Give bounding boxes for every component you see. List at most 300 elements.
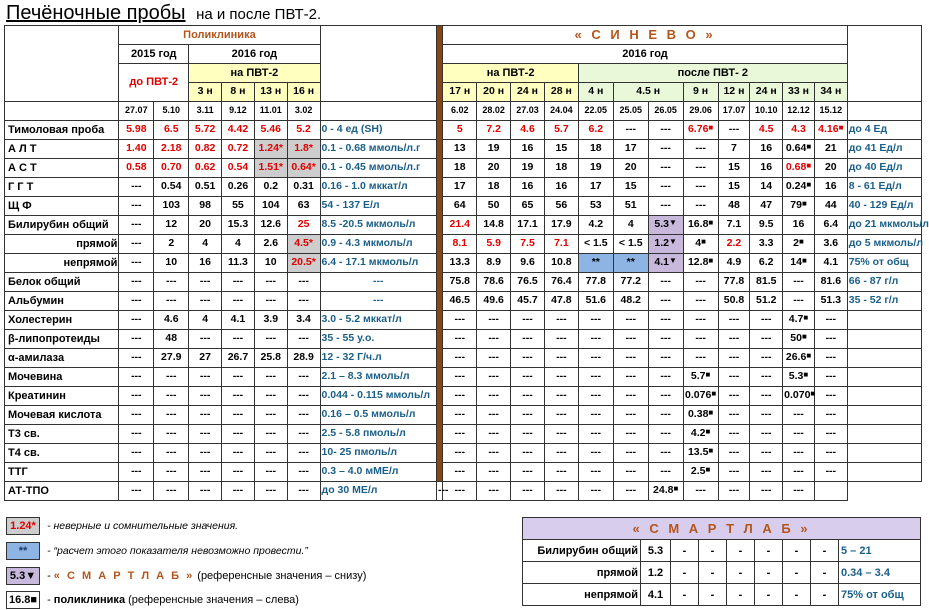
value-text: 15 bbox=[728, 161, 740, 174]
value-text: 4.1 bbox=[230, 313, 246, 326]
value-text: --- bbox=[793, 275, 804, 288]
value-text: 7.5 bbox=[520, 237, 535, 250]
value-text: 16 bbox=[760, 161, 773, 174]
value-text: 77.8 bbox=[585, 275, 607, 288]
value-cell bbox=[443, 406, 477, 425]
value-text: --- bbox=[695, 484, 706, 497]
smartlab-empty-cell: - bbox=[727, 562, 755, 584]
reference-range-2 bbox=[847, 349, 921, 368]
value-cell bbox=[154, 273, 189, 292]
value-text: 7.1 bbox=[726, 218, 742, 231]
value-text: --- bbox=[454, 313, 466, 326]
value-text: 76.5 bbox=[517, 275, 538, 288]
value-cell bbox=[648, 159, 683, 178]
value-cell bbox=[119, 273, 154, 292]
value-cell bbox=[254, 121, 287, 140]
value-text: --- bbox=[825, 370, 837, 383]
value-cell bbox=[718, 387, 750, 406]
row-name: Холестерин bbox=[5, 311, 119, 330]
value-text: 3.6 bbox=[823, 237, 839, 250]
value-cell bbox=[683, 159, 718, 178]
value-text: 18 bbox=[589, 142, 602, 155]
row-name: Белок общий bbox=[5, 273, 119, 292]
date-cell: 12.12 bbox=[783, 102, 815, 121]
value-text: 14.8 bbox=[483, 218, 504, 231]
value-cell bbox=[578, 178, 613, 197]
value-cell bbox=[154, 140, 189, 159]
value-text: 19 bbox=[521, 161, 534, 174]
value-text: --- bbox=[522, 484, 533, 497]
value-cell bbox=[222, 140, 255, 159]
value-cell bbox=[222, 311, 255, 330]
reference-range: 2.5 - 5.8 пмоль/л bbox=[320, 425, 436, 444]
value-text: 7 bbox=[731, 142, 737, 155]
value-cell bbox=[443, 254, 477, 273]
value-cell bbox=[222, 121, 255, 140]
value-cell bbox=[613, 292, 648, 311]
value-text: 2.6 bbox=[263, 237, 279, 250]
reference-range-2 bbox=[847, 311, 921, 330]
value-text: --- bbox=[695, 313, 706, 326]
value-text: 103 bbox=[162, 199, 181, 212]
value-cell bbox=[154, 254, 189, 273]
value-text: --- bbox=[625, 465, 636, 478]
value-text: --- bbox=[660, 199, 671, 212]
value-text: 4.2 bbox=[690, 427, 706, 440]
reference-range-2 bbox=[814, 482, 847, 501]
value-cell bbox=[544, 444, 578, 463]
reference-range: 0.1 - 0.45 ммоль/л.г bbox=[320, 159, 436, 178]
value-cell bbox=[154, 444, 189, 463]
value-cell bbox=[287, 273, 320, 292]
value-text: --- bbox=[232, 484, 244, 497]
value-cell bbox=[119, 368, 154, 387]
value-cell bbox=[648, 482, 683, 501]
table-row bbox=[5, 273, 922, 292]
value-text: --- bbox=[590, 313, 602, 326]
value-cell bbox=[718, 406, 750, 425]
value-cell bbox=[783, 273, 815, 292]
value-cell bbox=[783, 387, 815, 406]
value-text: --- bbox=[760, 313, 772, 326]
value-cell bbox=[287, 349, 320, 368]
week-cell: 24 н bbox=[750, 83, 783, 102]
value-text: 20 bbox=[824, 161, 837, 174]
value-cell bbox=[287, 292, 320, 311]
value-text: --- bbox=[166, 275, 177, 288]
value-text: --- bbox=[166, 427, 177, 440]
value-cell bbox=[443, 330, 477, 349]
value-text: 3.3 bbox=[758, 237, 774, 250]
value-text: 27.9 bbox=[161, 351, 182, 364]
legend-box-1: 1.24* bbox=[6, 517, 40, 535]
date-cell: 27.07 bbox=[119, 102, 154, 121]
value-text: --- bbox=[625, 123, 636, 136]
header-year-2016-sinevo: 2016 год bbox=[443, 45, 847, 64]
value-text: 9.5 bbox=[758, 218, 774, 231]
value-cell bbox=[544, 368, 578, 387]
value-text: 51.6 bbox=[585, 294, 607, 307]
legend-item-2 bbox=[6, 542, 308, 560]
value-cell bbox=[254, 178, 287, 197]
value-text: --- bbox=[728, 351, 740, 364]
value-cell bbox=[477, 216, 511, 235]
value-cell bbox=[783, 444, 815, 463]
value-cell bbox=[254, 444, 287, 463]
value-cell bbox=[683, 482, 718, 501]
value-text: --- bbox=[728, 370, 740, 383]
table-row bbox=[5, 178, 922, 197]
value-text: --- bbox=[199, 294, 211, 307]
value-cell bbox=[222, 254, 255, 273]
value-text: 4.9 bbox=[726, 256, 742, 269]
value-cell bbox=[750, 311, 783, 330]
value-text: 1.40 bbox=[126, 142, 147, 155]
value-text: 26.6 bbox=[785, 351, 807, 364]
smartlab-reference: 75% от общ bbox=[839, 584, 921, 606]
value-cell bbox=[544, 463, 578, 482]
value-cell bbox=[544, 406, 578, 425]
value-cell bbox=[443, 121, 477, 140]
value-cell bbox=[648, 463, 683, 482]
value-text: 77.2 bbox=[620, 275, 641, 288]
smartlab-empty-cell: - bbox=[699, 584, 727, 606]
value-cell bbox=[154, 235, 189, 254]
value-cell bbox=[683, 387, 718, 406]
page-title bbox=[6, 2, 321, 25]
value-text: --- bbox=[131, 389, 142, 402]
value-text: 11.3 bbox=[228, 256, 248, 269]
value-cell bbox=[750, 216, 783, 235]
value-text: --- bbox=[488, 465, 499, 478]
value-cell bbox=[578, 463, 613, 482]
value-text: --- bbox=[793, 446, 804, 459]
value-text: --- bbox=[298, 408, 309, 421]
value-text: 44 bbox=[824, 199, 837, 212]
polyclinic-marker: ■ bbox=[708, 256, 714, 266]
value-text: --- bbox=[265, 446, 276, 459]
value-text: --- bbox=[265, 332, 276, 345]
value-text: --- bbox=[298, 332, 309, 345]
value-cell bbox=[683, 444, 718, 463]
value-text: 12.8 bbox=[687, 256, 709, 269]
value-text: 12.6 bbox=[260, 218, 281, 231]
value-cell bbox=[814, 178, 847, 197]
value-cell bbox=[254, 254, 287, 273]
value-text: --- bbox=[166, 389, 177, 402]
value-text: 0.31 bbox=[293, 180, 314, 193]
polyclinic-marker: ■ bbox=[801, 256, 807, 266]
value-text: --- bbox=[488, 484, 499, 497]
polyclinic-marker: ■ bbox=[806, 161, 812, 171]
value-cell bbox=[578, 216, 613, 235]
week-cell: 24 н bbox=[511, 83, 545, 102]
value-text: --- bbox=[488, 370, 499, 383]
polyclinic-marker: ■ bbox=[803, 370, 809, 380]
value-text: 48.2 bbox=[620, 294, 641, 307]
date-cell: 15.12 bbox=[814, 102, 847, 121]
value-cell bbox=[222, 197, 255, 216]
value-text: 50 bbox=[790, 332, 802, 345]
value-cell bbox=[477, 444, 511, 463]
value-text: --- bbox=[131, 275, 142, 288]
value-cell bbox=[511, 368, 545, 387]
value-text: 7.1 bbox=[554, 237, 569, 250]
value-cell bbox=[511, 425, 545, 444]
value-cell bbox=[544, 254, 578, 273]
value-cell bbox=[648, 444, 683, 463]
value-cell bbox=[511, 349, 545, 368]
value-text: 0.54 bbox=[161, 180, 182, 193]
value-cell bbox=[544, 387, 578, 406]
value-cell bbox=[477, 197, 511, 216]
value-text: 16 bbox=[521, 142, 534, 155]
value-text: --- bbox=[625, 332, 636, 345]
value-cell bbox=[544, 216, 578, 235]
value-text: 4.6 bbox=[520, 123, 535, 136]
value-cell bbox=[222, 292, 255, 311]
value-cell bbox=[648, 292, 683, 311]
value-text: --- bbox=[522, 389, 533, 402]
row-name: А Л Т bbox=[5, 140, 119, 159]
value-text: --- bbox=[522, 313, 533, 326]
table-row bbox=[5, 425, 922, 444]
reference-range-2: 8 - 61 Ед/л bbox=[847, 178, 921, 197]
reference-range-2: до 5 мкмоль/л bbox=[847, 235, 921, 254]
value-text: 98 bbox=[199, 199, 211, 212]
value-text: --- bbox=[793, 408, 804, 421]
value-cell bbox=[783, 140, 815, 159]
value-cell bbox=[287, 330, 320, 349]
table-row bbox=[5, 482, 922, 501]
value-text: 0.2 bbox=[263, 180, 279, 193]
value-text: --- bbox=[556, 370, 567, 383]
value-text: --- bbox=[454, 370, 466, 383]
value-text: 75.8 bbox=[449, 275, 470, 288]
value-text: --- bbox=[825, 427, 837, 440]
row-name: Альбумин bbox=[5, 292, 119, 311]
week-cell: 3 н bbox=[189, 83, 222, 102]
value-cell bbox=[648, 368, 683, 387]
value-cell bbox=[477, 178, 511, 197]
value-text: 4.5* bbox=[294, 237, 313, 250]
value-cell bbox=[718, 463, 750, 482]
value-text: --- bbox=[793, 465, 804, 478]
value-text: --- bbox=[695, 294, 706, 307]
value-text: --- bbox=[728, 446, 740, 459]
value-text: --- bbox=[298, 370, 309, 383]
value-text: 5.3 bbox=[654, 218, 670, 231]
value-text: --- bbox=[660, 161, 671, 174]
value-cell bbox=[648, 406, 683, 425]
polyclinic-marker: ■ bbox=[673, 484, 679, 494]
value-cell bbox=[477, 159, 511, 178]
value-cell bbox=[814, 425, 847, 444]
value-cell bbox=[814, 140, 847, 159]
value-cell bbox=[578, 311, 613, 330]
table-row bbox=[5, 121, 922, 140]
value-text: 15 bbox=[555, 142, 568, 155]
value-cell bbox=[254, 425, 287, 444]
value-text: 15.3 bbox=[227, 218, 249, 231]
table-row bbox=[5, 444, 922, 463]
value-cell bbox=[154, 292, 189, 311]
value-text: 5.7 bbox=[690, 370, 706, 383]
value-text: --- bbox=[556, 389, 567, 402]
value-cell bbox=[648, 273, 683, 292]
value-cell bbox=[287, 159, 320, 178]
value-text: --- bbox=[760, 408, 772, 421]
value-text: --- bbox=[131, 484, 142, 497]
value-cell bbox=[154, 311, 189, 330]
value-cell bbox=[750, 273, 783, 292]
value-text: --- bbox=[199, 389, 211, 402]
value-cell bbox=[477, 406, 511, 425]
value-cell bbox=[814, 311, 847, 330]
value-text: --- bbox=[265, 389, 276, 402]
value-text: 4.1 bbox=[654, 256, 670, 269]
legend-box-3: 5.3▼ bbox=[6, 567, 40, 585]
value-cell bbox=[683, 368, 718, 387]
value-text: --- bbox=[232, 446, 244, 459]
value-text: --- bbox=[660, 465, 671, 478]
reference-range: 12 - 32 Г/ч.л bbox=[320, 349, 436, 368]
value-text: 2 bbox=[168, 237, 175, 250]
value-text: --- bbox=[298, 446, 309, 459]
reference-range: 54 - 137 Е/л bbox=[320, 197, 436, 216]
value-cell bbox=[189, 425, 222, 444]
legend-item-1 bbox=[6, 517, 238, 535]
value-text: --- bbox=[199, 332, 211, 345]
value-text: 8.1 bbox=[452, 237, 468, 250]
value-text: 2 bbox=[793, 237, 800, 250]
value-cell bbox=[578, 292, 613, 311]
value-cell bbox=[783, 216, 815, 235]
reference-range-2: 40 - 129 Ед/л bbox=[847, 197, 921, 216]
date-ref2-cell bbox=[847, 102, 921, 121]
value-text: 19 bbox=[589, 161, 602, 174]
value-cell bbox=[718, 349, 750, 368]
legend-polyclinic-name: поликлиника bbox=[53, 594, 126, 606]
value-cell bbox=[189, 178, 222, 197]
value-cell bbox=[477, 121, 511, 140]
value-cell bbox=[718, 311, 750, 330]
value-cell bbox=[119, 463, 154, 482]
legend-item-4 bbox=[6, 591, 299, 609]
value-cell bbox=[477, 482, 511, 501]
ref-col-header bbox=[320, 26, 436, 102]
value-text: ** bbox=[591, 256, 600, 269]
row-name: Г Г Т bbox=[5, 178, 119, 197]
value-cell bbox=[222, 482, 255, 501]
value-cell bbox=[544, 121, 578, 140]
value-text: --- bbox=[166, 408, 177, 421]
value-cell bbox=[189, 254, 222, 273]
value-text: --- bbox=[522, 332, 533, 345]
value-cell bbox=[613, 159, 648, 178]
value-cell bbox=[783, 121, 815, 140]
value-cell bbox=[814, 330, 847, 349]
polyclinic-marker: ■ bbox=[708, 123, 714, 133]
value-cell bbox=[814, 273, 847, 292]
row-name: α-амилаза bbox=[5, 349, 119, 368]
value-cell bbox=[613, 254, 648, 273]
value-text: --- bbox=[793, 427, 804, 440]
value-cell bbox=[254, 216, 287, 235]
value-text: --- bbox=[760, 446, 772, 459]
value-cell bbox=[254, 368, 287, 387]
value-cell bbox=[154, 368, 189, 387]
row-name: Тимоловая проба bbox=[5, 121, 119, 140]
legend-box-4: 16.8■ bbox=[6, 591, 40, 609]
value-text: --- bbox=[660, 313, 671, 326]
date-cell: 3.11 bbox=[189, 102, 222, 121]
value-text: 5.9 bbox=[486, 237, 501, 250]
polyclinic-marker: ■ bbox=[711, 389, 717, 399]
value-text: --- bbox=[265, 465, 276, 478]
value-text: 0.82 bbox=[194, 142, 216, 155]
smartlab-empty-cell: - bbox=[755, 540, 783, 562]
value-cell bbox=[613, 197, 648, 216]
value-text: 9.6 bbox=[520, 256, 535, 269]
value-text: --- bbox=[695, 180, 706, 193]
value-text: < 1.5 bbox=[583, 237, 608, 250]
value-cell bbox=[544, 197, 578, 216]
value-cell bbox=[511, 311, 545, 330]
value-cell bbox=[511, 387, 545, 406]
value-cell bbox=[648, 197, 683, 216]
value-cell bbox=[287, 387, 320, 406]
reference-range: до 30 МЕ/л bbox=[320, 482, 436, 501]
value-text: 50.8 bbox=[723, 294, 745, 307]
header-sinevo: « С И Н Е В О » bbox=[443, 26, 847, 45]
value-text: 50 bbox=[487, 199, 500, 212]
value-cell bbox=[222, 273, 255, 292]
smartlab-row bbox=[523, 584, 921, 606]
value-text: 28.9 bbox=[293, 351, 314, 364]
value-text: 0.62 bbox=[194, 161, 216, 174]
smartlab-empty-cell: - bbox=[699, 562, 727, 584]
value-text: --- bbox=[660, 332, 671, 345]
header-year-2015: 2015 год bbox=[119, 45, 189, 64]
value-cell bbox=[750, 330, 783, 349]
value-text: --- bbox=[454, 332, 466, 345]
value-cell bbox=[814, 406, 847, 425]
value-text: --- bbox=[454, 351, 466, 364]
date-cell: 29.06 bbox=[683, 102, 718, 121]
reference-range-2 bbox=[847, 368, 921, 387]
value-text: --- bbox=[131, 465, 142, 478]
value-text: --- bbox=[825, 465, 837, 478]
value-cell bbox=[477, 254, 511, 273]
value-cell bbox=[613, 368, 648, 387]
value-text: --- bbox=[760, 332, 772, 345]
value-cell bbox=[119, 406, 154, 425]
value-cell bbox=[814, 121, 847, 140]
smartlab-title: « С М А Р Т Л А Б » bbox=[523, 518, 921, 540]
value-text: --- bbox=[454, 446, 466, 459]
value-cell bbox=[750, 159, 783, 178]
value-text: --- bbox=[760, 389, 772, 402]
smartlab-reference: 5 – 21 bbox=[839, 540, 921, 562]
value-cell bbox=[254, 349, 287, 368]
reference-range: 0.3 – 4.0 мМЕ/л bbox=[320, 463, 436, 482]
value-cell bbox=[648, 330, 683, 349]
value-cell bbox=[511, 406, 545, 425]
value-text: 16 bbox=[521, 180, 534, 193]
value-text: 16.8 bbox=[687, 218, 709, 231]
value-cell bbox=[254, 140, 287, 159]
